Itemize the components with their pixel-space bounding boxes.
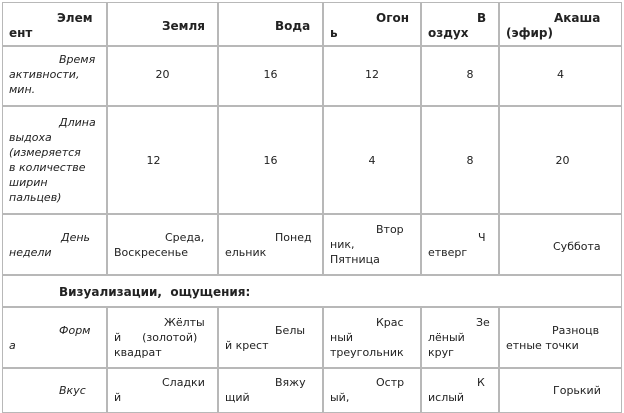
header-cell-earth (107, 2, 218, 46)
cell-day-water (218, 214, 323, 275)
cell-day-akasha (499, 214, 622, 275)
form-air-line2: лёный (428, 331, 465, 344)
exhale-water: 16 (263, 154, 278, 167)
activity-fire: 12 (365, 68, 379, 81)
day-label-line2: недели (9, 246, 52, 259)
form-air-line3: круг (428, 346, 454, 359)
header-air-line1: В (477, 11, 487, 25)
day-earth-line1: Среда, (165, 231, 205, 244)
day-water-line1: Понед (275, 231, 312, 244)
exhale-earth: 12 (146, 154, 161, 167)
taste-air-line2: ислый (428, 391, 465, 404)
day-earth-line2: Воскресенье (114, 246, 188, 259)
row-label-exhale (2, 106, 107, 214)
form-air-line1: Зе (476, 316, 490, 329)
day-fire-line2: ник, (330, 238, 355, 251)
activity-earth: 20 (155, 68, 170, 81)
day-air-line2: етверг (428, 246, 468, 259)
form-fire-line2: ный (330, 331, 354, 344)
taste-earth-line1: Сладки (162, 376, 205, 389)
form-fire-line1: Крас (376, 316, 404, 329)
taste-air-line1: К (477, 376, 485, 389)
header-air-line2: оздух (428, 26, 469, 40)
taste-label: Вкус (59, 384, 86, 397)
header-cell-fire (323, 2, 421, 46)
cell-exhale-fire (323, 106, 421, 214)
cell-form-fire (323, 307, 421, 368)
form-water-line1: Белы (275, 324, 306, 337)
exhale-air: 8 (466, 154, 474, 167)
exhale-label-line3: (измеряется (9, 146, 81, 159)
form-label-line1: Форм (59, 324, 91, 337)
cell-day-air (421, 214, 499, 275)
taste-fire-line1: Остр (376, 376, 405, 389)
activity-air: 8 (466, 68, 474, 81)
cell-form-air (421, 307, 499, 368)
header-akasha-line2: (эфир) (506, 26, 553, 40)
exhale-label-line1: Длина (59, 116, 96, 129)
row-label-form (2, 307, 107, 368)
taste-water-line2: щий (225, 391, 250, 404)
cell-exhale-air (421, 106, 499, 214)
exhale-label-line5: ширин (9, 176, 48, 189)
header-cell-element (2, 2, 107, 46)
header-fire-line2: ь (330, 26, 338, 40)
form-water-line2: й крест (225, 339, 269, 352)
activity-akasha: 4 (557, 68, 564, 81)
taste-water-line1: Вяжу (275, 376, 306, 389)
cell-taste-earth (107, 368, 218, 413)
cell-taste-air (421, 368, 499, 413)
header-element-line2: ент (9, 26, 33, 40)
cell-form-akasha (499, 307, 622, 368)
header-water: Вода (275, 19, 311, 33)
taste-fire-line2: ый, (330, 391, 350, 404)
header-cell-water (218, 2, 323, 46)
cell-activity-water (218, 46, 323, 106)
cell-form-water (218, 307, 323, 368)
form-akasha-line1: Разноцв (552, 324, 600, 337)
header-element-line1: Элем (57, 11, 93, 25)
exhale-akasha: 20 (555, 154, 570, 167)
cell-activity-air (421, 46, 499, 106)
cell-activity-fire (323, 46, 421, 106)
activity-label-line3: мин. (9, 83, 36, 96)
day-air-line1: Ч (478, 231, 486, 244)
cell-exhale-akasha (499, 106, 622, 214)
form-akasha-line2: етные точки (506, 339, 579, 352)
day-akasha: Суббота (553, 240, 601, 253)
exhale-fire: 4 (368, 154, 376, 167)
header-cell-akasha (499, 2, 622, 46)
form-earth-line2: й (золотой) (114, 331, 198, 344)
form-label-line2: а (9, 339, 16, 352)
exhale-label-line4: в количестве (9, 161, 86, 174)
cell-taste-fire (323, 368, 421, 413)
cell-day-fire (323, 214, 421, 275)
cell-taste-akasha (499, 368, 622, 413)
activity-water: 16 (263, 68, 278, 81)
header-cell-air (421, 2, 499, 46)
day-label-line1: День (61, 231, 91, 244)
day-water-line2: ельник (225, 246, 267, 259)
activity-label-line2: активности, (9, 68, 80, 81)
cell-exhale-earth (107, 106, 218, 214)
taste-earth-line2: й (114, 391, 122, 404)
header-akasha-line1: Акаша (554, 11, 601, 25)
day-fire-line3: Пятница (330, 253, 380, 266)
cell-activity-akasha (499, 46, 622, 106)
cell-taste-water (218, 368, 323, 413)
exhale-label-line6: пальцев) (9, 191, 62, 204)
cell-form-earth (107, 307, 218, 368)
exhale-label-line2: выдоха (9, 131, 52, 144)
row-label-activity (2, 46, 107, 106)
section-visualizations (2, 275, 622, 307)
row-label-day (2, 214, 107, 275)
header-fire-line1: Огон (376, 11, 410, 25)
cell-activity-earth (107, 46, 218, 106)
section-title: Визуализации, ощущения: (59, 285, 251, 299)
form-earth-line1: Жёлты (164, 316, 205, 329)
taste-akasha: Горький (553, 384, 601, 397)
form-earth-line3: квадрат (114, 346, 162, 359)
activity-label-line1: Время (59, 53, 96, 66)
form-fire-line3: треугольник (330, 346, 404, 359)
row-label-taste (2, 368, 107, 413)
cell-exhale-water (218, 106, 323, 214)
day-fire-line1: Втор (376, 223, 404, 236)
header-earth: Земля (162, 19, 205, 33)
cell-day-earth (107, 214, 218, 275)
